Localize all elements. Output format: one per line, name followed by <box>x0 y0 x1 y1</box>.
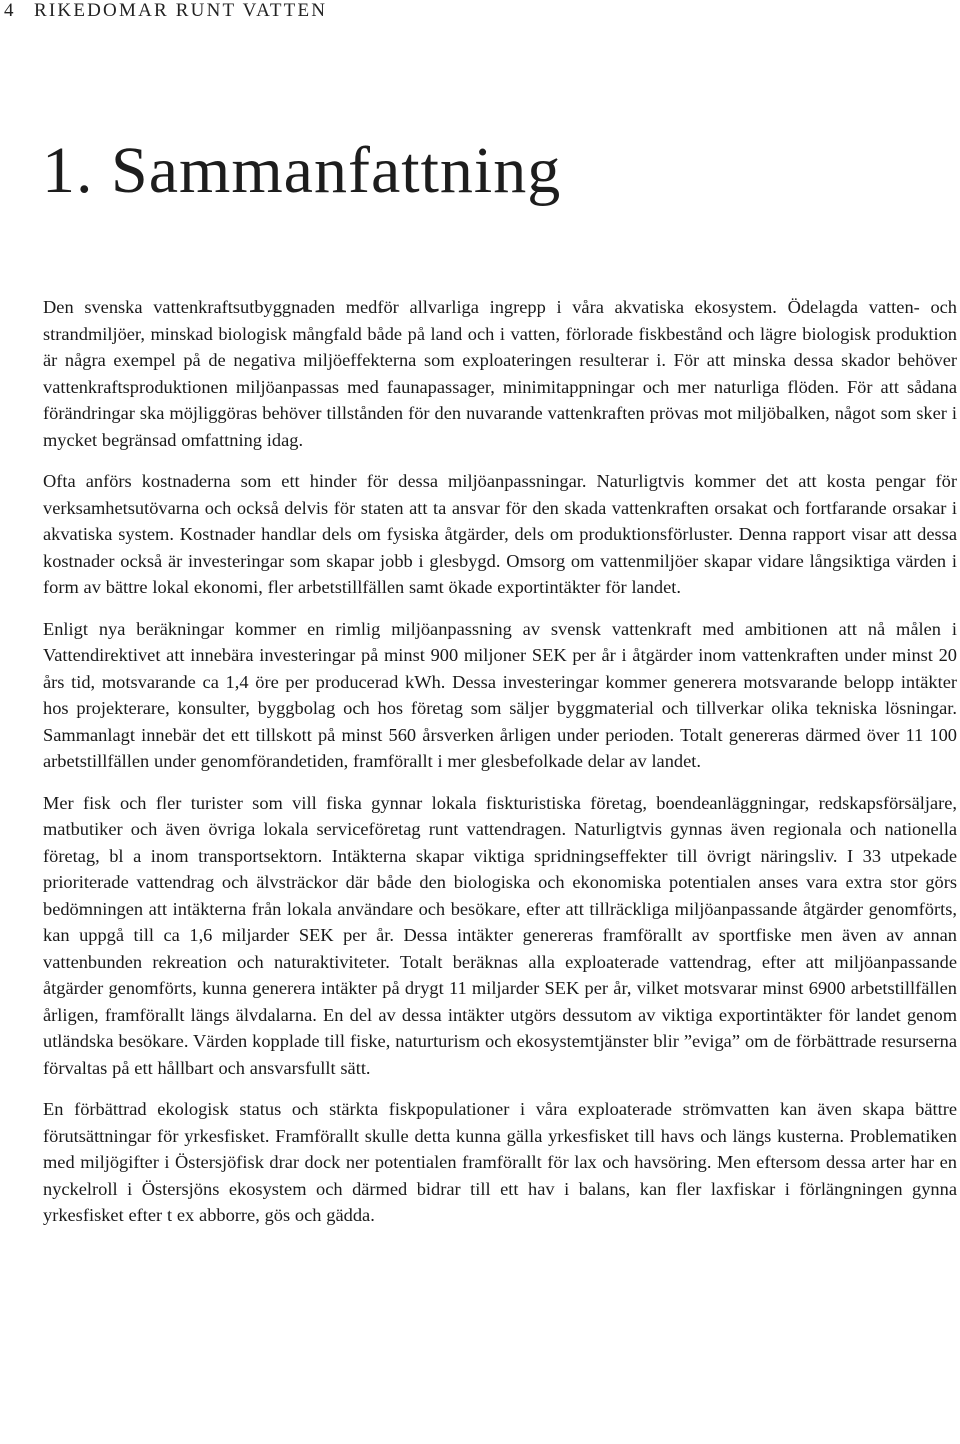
paragraph-2: Ofta anförs kostnaderna som ett hinder för dessa miljöanpassningar. Naturligtvis kommer det att kosta pengar för verksamhetsutövarna och också delvis för staten att ta ansvar för den skada vattenkraften orsakat och fortfarande orsakar i akvatiska system. Kostnader handlar dels om fysiska åtgärder, dels om produktionsförluster. Denna rapport visar att dessa kostnader också är investeringar som skapar jobb i glesbygd. Omsorg om vattenmiljöer skapar vidare långsiktiga värden i form av bättre lokal ekonomi, fler arbetstillfällen samt ökade exportintäkter för landet. <box>43 471 957 597</box>
running-title: RIKEDOMAR RUNT VATTEN <box>34 0 328 21</box>
paragraph-5: En förbättrad ekologisk status och stärkta fiskpopulationer i våra exploaterade strömvatten kan även skapa bättre förutsättningar för yrkesfisket. Framförallt skulle detta kunna gälla yrkesfisket till havs och längs kusterna. Problematiken med miljögifter i Östersjöfisk drar dock ner potentialen framförallt för lax och havsöring. Men eftersom dessa arter har en nyckelroll i Östersjöns ekosystem och därmed bidrar till ett hav i balans, kan fler laxfiskar i förlängningen gynna yrkesfisket efter t ex abborre, gös och gädda. <box>43 1099 957 1225</box>
page-number: 4 <box>4 0 16 21</box>
chapter-title: 1. Sammanfattning <box>42 134 562 207</box>
paragraph-1: Den svenska vattenkraftsutbyggnaden medför allvarliga ingrepp i våra akvatiska ekosystem. Ödelagda vatten- och strandmiljöer, minskad biologisk mångfald både på land och i vatten, förlorade fiskbestånd och lägre biologisk produktion är några exempel på de negativa miljöeffekterna som exploateringen resulterar i. För att minska dessa skador behöver vattenkraftsproduktionen miljöanpassas med faunapassager, minimitappningar och mer naturliga flöden. För att sådana förändringar ska möjliggöras behöver tillstånden för den nuvarande vattenkraften prövas mot miljöbalken, något som sker i mycket begränsad omfattning idag. <box>43 297 957 450</box>
paragraph-4: Mer fisk och fler turister som vill fiska gynnar lokala fiskturistiska företag, boendeanläggningar, redskapsförsäljare, matbutiker och även övriga lokala serviceföretag runt vattendragen. Naturligtvis gynnas även regionala och nationella företag, bl a inom transportsektorn. Intäkterna skapar viktiga spridningseffekter till övrigt näringsliv. I 33 utpekade prioriterade vattendrag och älvsträckor där både den biologiska och ekonomiska potentialen anses vara extra stor görs bedömningen att intäkterna från lokala användare och besökare, efter att tillräckliga miljöanpassande åtgärder genomförts, kan uppgå till ca 1,6 miljarder SEK per år. Dessa intäkter genereras framförallt av sportfiske men även av annan vattenbunden rekreation och naturaktiviteter. Totalt beräknas alla exploaterade vattendrag, efter att miljöanpassande åtgärder genomförts, kunna generera intäkter på drygt 11 miljarder SEK per år, vilket motsvarar minst 6900 arbetstillfällen årligen, framförallt längs älvdalarna. En del av dessa intäkter utgörs dessutom av viktiga exportintäkter för landet genom utländska besökare. Värden kopplade till fiske, naturturism och ekosystemtjänster blir ”eviga” om de förbättrade resurserna förvaltas på ett hållbart och ansvarsfullt sätt. <box>43 792 957 1078</box>
paragraph-3: Enligt nya beräkningar kommer en rimlig miljöanpassning av svensk vattenkraft med ambitionen att nå målen i Vattendirektivet att innebära investeringar på minst 900 miljoner SEK per år i åtgärder inom vattenkraften under minst 20 års tid, motsvarande ca 1,4 öre per producerad kWh. Dessa investeringar kommer generera motsvarande belopp intäkter hos projekterare, konsulter, byggbolag och hos företag som säljer byggmaterial och tillverkar olika tekniska lösningar. Sammanlagt innebär det ett tillskott på minst 560 årsverken årligen under perioden. Totalt genereras därmed över 11 100 arbetstillfällen under genomförandetiden, framförallt i mer glesbefolkade delar av landet. <box>43 618 957 771</box>
summary-body <box>43 294 957 1244</box>
running-header <box>4 0 327 22</box>
